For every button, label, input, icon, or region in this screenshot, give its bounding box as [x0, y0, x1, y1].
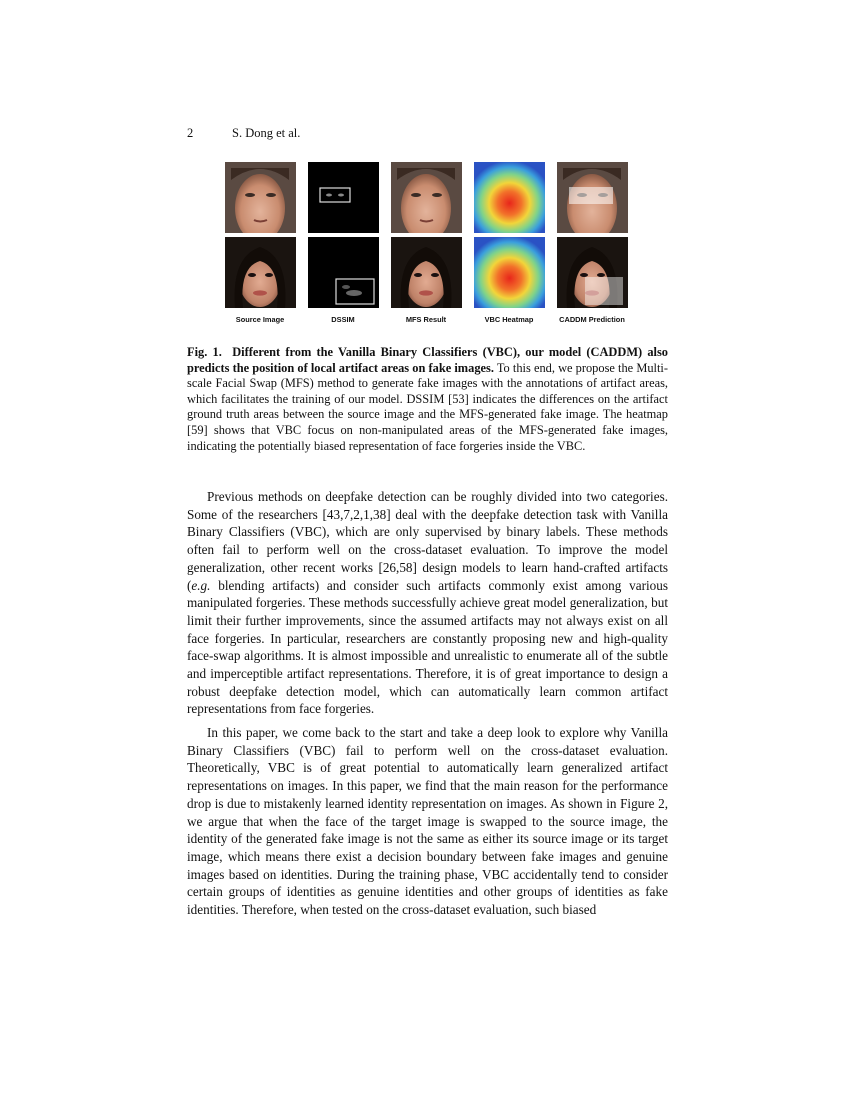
mfs-result-man [391, 162, 462, 233]
column-label-caddm: CADDM Prediction [559, 315, 625, 324]
dssim-man [308, 162, 379, 233]
running-authors: S. Dong et al. [232, 126, 301, 140]
caption-label: Fig. 1. [187, 345, 222, 359]
mfs-result-woman [391, 237, 462, 308]
column-label-mfs: MFS Result [405, 315, 447, 324]
caddm-prediction-woman [557, 237, 628, 308]
column-label-vbc: VBC Heatmap [484, 315, 534, 324]
caption-text: To this end, we propose the Multi-scale Facial Swap (MFS) method to generate fake images with the annotations of artifact areas, which facilitates the training of our model. DSSIM [53] indicates the differences on the artifact ground truth areas between the source image and the MFS-generated fake image. The heatmap [59] shows that VBC focus on non-manipulated areas of the MFS-generated fake images, indicating the potentially biased representation of face forgeries inside the VBC. [187, 360, 668, 453]
caption-bold: Different from the Vanilla Binary Classifiers (VBC), our model (CADDM) also predicts the position of local artifact areas on fake images. [187, 345, 669, 375]
page-number: 2 [187, 126, 194, 140]
vbc-heatmap-man [474, 162, 545, 233]
column-label-dssim: DSSIM [331, 315, 355, 324]
paragraph-1 [187, 488, 668, 718]
figure-caption [187, 345, 668, 454]
dssim-woman [308, 237, 379, 308]
paragraph-1-part-1: Previous methods on deepfake detection can be roughly divided into two categories. Some of the researchers [43,7,2,1,38] deal with the deepfake detection task with Vanilla Binary Classifiers (VBC), which are only supervised by binary labels. These methods often fail to perform well on the cross-dataset evaluation. To improve the model generalization, other recent works [26,58] design models to learn hand-crafted artifacts ( [187, 489, 668, 593]
paragraph-1-part-2: blending artifacts) and consider such artifacts commonly exist among various manipulated forgeries. These methods successfully achieve great model generalization, but limit their further improvements, since the assumed artifacts may not always exist on all face forgeries. In particular, researchers are constantly proposing new and high-quality face-swap algorithms. It is almost impossible and unrealistic to enumerate all of the subtle and imperceptible artifact representations. Therefore, it is of great importance to design a robust deepfake detection model, which can automatically learn common artifact representations from face forgeries. [187, 577, 668, 717]
column-label-source: Source Image [235, 315, 285, 324]
paragraph-1-emphasis: e.g. [191, 577, 211, 593]
source-image-man [225, 162, 296, 233]
paragraph-2: In this paper, we come back to the start and take a deep look to explore why Vanilla Binary Classifiers (VBC) fail to perform well on the cross-dataset evaluation. Theoretically, VBC is of great potential to automatically learn generalized artifact representations on images. In this paper, we find that the main reason for the performance drop is due to mistakenly learned identity representation on images. As shown in Figure 2, we argue that when the face of the target image is swapped to the source image, the identity of the generated fake image is not the same as either its source image or its target image, which means there exist a decision boundary between fake images and genuine images based on identities. During the training phase, VBC accidentally tend to consider certain groups of identities as genuine identities and other groups of identities as fake identities. Therefore, when tested on the cross-dataset evaluation, such biased [187, 725, 668, 918]
vbc-heatmap-woman [474, 237, 545, 308]
caddm-prediction-man [557, 162, 628, 233]
source-image-woman [225, 237, 296, 308]
